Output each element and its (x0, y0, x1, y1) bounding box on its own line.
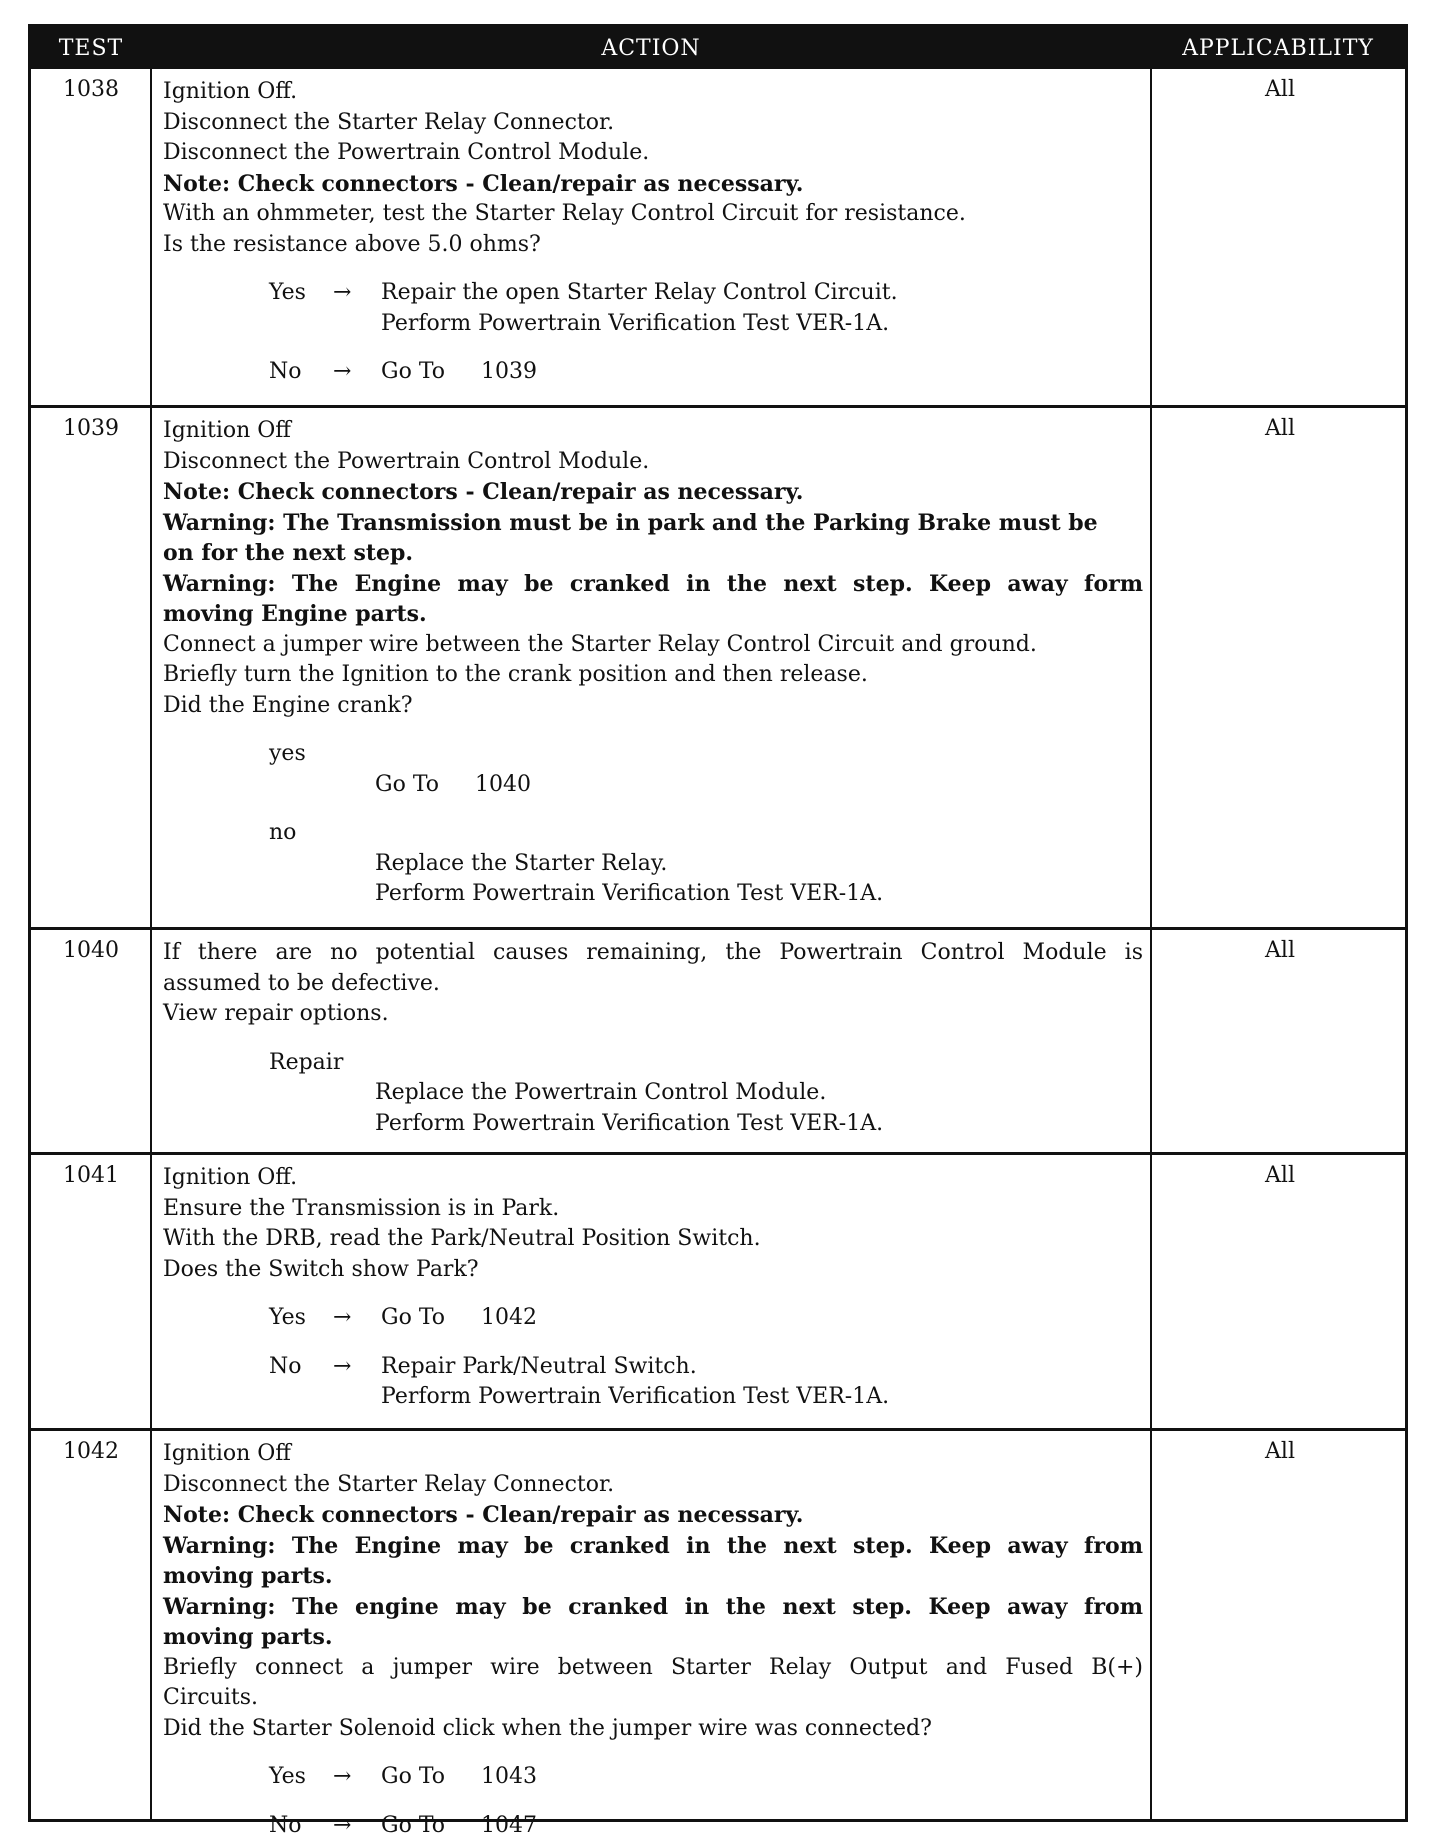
action-cell (163, 1163, 1143, 1413)
action-line: Ensure the Transmission is in Park. (163, 1195, 560, 1221)
test-number: 1039 (63, 416, 119, 441)
arrow-icon: → (333, 1353, 352, 1379)
warning-line: Warning: The Transmission must be in park and the Parking Brake must be (163, 509, 1098, 536)
answer-repair (163, 1048, 1143, 1079)
applicability-cell: All (1265, 1163, 1295, 1188)
question-line: Did the Engine crank? (163, 692, 413, 718)
table-row (31, 1428, 1405, 1838)
answer-yes (163, 1303, 1143, 1334)
question-line: Does the Switch show Park? (163, 1256, 479, 1282)
action-line: If there are no potential causes remaining, the Powertrain Control Module is (163, 940, 1143, 965)
header-applicability: APPLICABILITY (1182, 36, 1374, 61)
answer-key: No (269, 1353, 302, 1379)
action-line: Connect a jumper wire between the Starter Relay Control Circuit and ground. (163, 631, 1037, 657)
table-row (31, 69, 1405, 405)
goto-number: 1043 (481, 1764, 537, 1789)
answer-text: Replace the Powertrain Control Module. (375, 1080, 827, 1105)
test-number: 1038 (63, 77, 119, 102)
answer-yes-result (163, 770, 1143, 801)
header-test: TEST (58, 36, 124, 61)
action-line: Briefly turn the Ignition to the crank position and then release. (163, 662, 868, 687)
test-number: 1040 (63, 938, 119, 963)
answer-key: Yes (269, 1305, 306, 1330)
table-header (31, 27, 1405, 69)
arrow-icon: → (333, 280, 352, 305)
note-line: Note: Check connectors - Clean/repair as necessary. (163, 170, 804, 197)
action-cell (163, 416, 1143, 910)
applicability-cell: All (1265, 416, 1295, 441)
warning-line: moving parts. (163, 1563, 333, 1589)
applicability-cell: All (1265, 77, 1295, 102)
goto-number: 1042 (481, 1305, 537, 1330)
answer-yes (163, 1762, 1143, 1793)
table-row (31, 927, 1405, 1152)
answer-no (163, 1811, 1143, 1842)
action-line: View repair options. (163, 1001, 389, 1026)
action-line: Circuits. (163, 1685, 259, 1710)
answer-text: Perform Powertrain Verification Test VER-1A. (375, 881, 884, 906)
action-line: Briefly connect a jumper wire between Starter Relay Output and Fused B(+) (163, 1654, 1143, 1680)
action-line: Ignition Off (163, 418, 291, 443)
header-action: ACTION (601, 36, 701, 61)
answer-key: no (269, 820, 297, 845)
warning-line: Warning: The Engine may be cranked in the next step. Keep away from (163, 1532, 1143, 1559)
warning-line: moving parts. (163, 1624, 333, 1650)
answer-key: Yes (269, 1764, 306, 1789)
action-line: Ignition Off. (163, 79, 298, 104)
goto-label: Go To (381, 1812, 446, 1838)
note-line: Note: Check connectors - Clean/repair as necessary. (163, 1502, 804, 1528)
action-line: With an ohmmeter, test the Starter Relay Control Circuit for resistance. (163, 201, 966, 226)
goto-label: Go To (381, 1305, 446, 1330)
answer-text: Perform Powertrain Verification Test VER-1A. (375, 1110, 884, 1136)
answer-key: No (269, 1812, 302, 1838)
arrow-icon: → (333, 1305, 352, 1330)
goto-label: Go To (381, 359, 446, 384)
answer-no (163, 818, 1143, 849)
answer-key: No (269, 359, 302, 384)
answer-key: yes (269, 741, 306, 766)
goto-label: Go To (381, 1764, 446, 1789)
action-line: Ignition Off (163, 1441, 291, 1466)
applicability-cell: All (1265, 938, 1295, 963)
goto-number: 1040 (475, 771, 531, 797)
action-cell (163, 77, 1143, 388)
action-cell (163, 938, 1143, 1139)
warning-line: Warning: The Engine may be cranked in the next step. Keep away form (163, 570, 1143, 597)
warning-line: moving Engine parts. (163, 601, 427, 627)
action-line: With the DRB, read the Park/Neutral Position Switch. (163, 1226, 761, 1251)
answer-no (163, 1352, 1143, 1383)
goto-label: Go To (375, 771, 440, 797)
answer-text: Repair Park/Neutral Switch. (381, 1353, 697, 1379)
test-number: 1042 (63, 1439, 119, 1464)
answer-key: Yes (269, 280, 306, 305)
action-line: Disconnect the Starter Relay Connector. (163, 1471, 615, 1497)
warning-line: Warning: The engine may be cranked in the next step. Keep away from (163, 1593, 1143, 1620)
answer-yes (163, 278, 1143, 309)
goto-number: 1039 (481, 359, 537, 384)
answer-text: Replace the Starter Relay. (375, 850, 668, 876)
answer-yes (163, 739, 1143, 770)
action-line: Disconnect the Starter Relay Connector. (163, 109, 615, 135)
note-line: Note: Check connectors - Clean/repair as necessary. (163, 479, 804, 505)
applicability-cell: All (1265, 1439, 1295, 1464)
question-line: Did the Starter Solenoid click when the jumper wire was connected? (163, 1715, 932, 1741)
goto-number: 1047 (481, 1812, 537, 1838)
action-line: Disconnect the Powertrain Control Module. (163, 448, 650, 474)
arrow-icon: → (333, 359, 352, 384)
action-line: Disconnect the Powertrain Control Module. (163, 140, 650, 165)
question-line: Is the resistance above 5.0 ohms? (163, 231, 541, 257)
arrow-icon: → (333, 1764, 352, 1789)
answer-text: Repair the open Starter Relay Control Circuit. (381, 280, 898, 305)
answer-no (163, 357, 1143, 388)
arrow-icon: → (333, 1812, 352, 1838)
answer-text: Perform Powertrain Verification Test VER-1A. (381, 310, 890, 336)
diagnostic-table (28, 24, 1408, 1838)
action-cell (163, 1439, 1143, 1841)
action-line: Ignition Off. (163, 1165, 298, 1190)
test-number: 1041 (63, 1163, 119, 1188)
answer-text: Perform Powertrain Verification Test VER-1A. (381, 1384, 890, 1409)
warning-line: on for the next step. (163, 540, 414, 566)
action-line: assumed to be defective. (163, 970, 440, 996)
answer-key: Repair (269, 1049, 344, 1075)
table-row (31, 405, 1405, 927)
table-row (31, 1152, 1405, 1428)
